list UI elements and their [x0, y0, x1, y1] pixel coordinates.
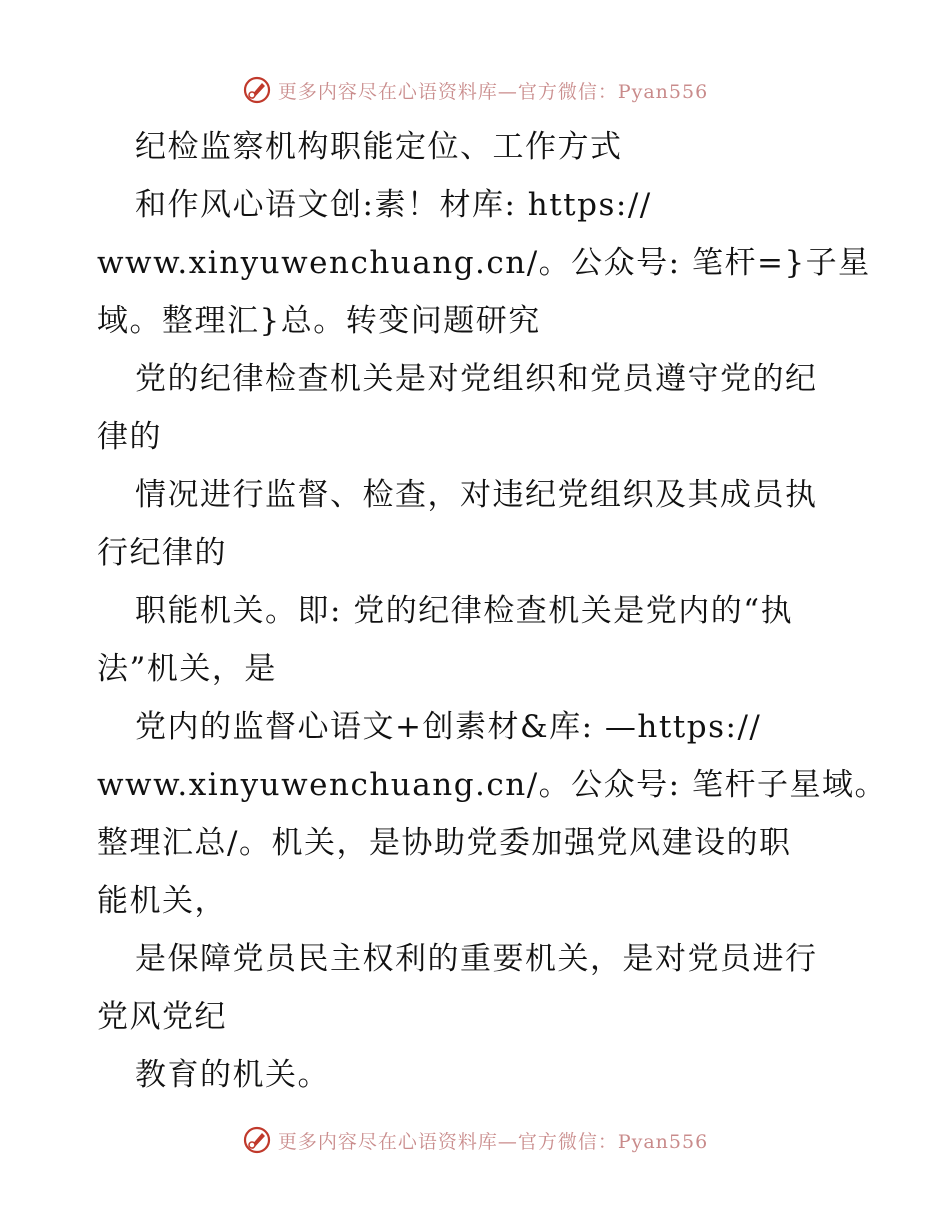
doc-line: 党的纪律检查机关是对党组织和党员遵守党的纪 — [135, 361, 818, 397]
doc-line: 纪检监察机构职能定位、工作方式 — [135, 129, 623, 165]
doc-line: 域。整理汇}总。转变问题研究 — [97, 303, 541, 339]
footer-banner-text: 更多内容尽在心语资料库—官方微信：Pyan556 — [277, 1130, 709, 1153]
doc-line: 整理汇总/。机关，是协助党委加强党风建设的职 — [97, 825, 792, 861]
document-body — [97, 118, 887, 1104]
pen-seal-icon — [242, 75, 272, 105]
doc-line: 职能机关。即: 党的纪律检查机关是党内的“执 — [135, 593, 794, 629]
pen-seal-icon — [242, 1125, 272, 1155]
doc-line: 律的 — [97, 419, 162, 455]
doc-line: 党内的监督心语文+创素材&库: —https:// — [135, 709, 762, 745]
doc-line: www.xinyuwenchuang.cn/。公众号: 笔杆=}子星 — [97, 245, 871, 281]
header-banner-text: 更多内容尽在心语资料库—官方微信：Pyan556 — [277, 80, 709, 103]
footer-banner — [0, 1120, 950, 1160]
doc-line: 是保障党员民主权利的重要机关，是对党员进行 — [135, 941, 818, 977]
doc-line: www.xinyuwenchuang.cn/。公众号: 笔杆子星域。 — [97, 767, 887, 803]
doc-line: 教育的机关。 — [135, 1057, 330, 1093]
doc-line: 能机关， — [97, 883, 227, 919]
doc-line: 法”机关，是 — [97, 651, 277, 687]
doc-line: 行纪律的 — [97, 535, 227, 571]
header-banner — [0, 70, 950, 110]
doc-line: 情况进行监督、检查，对违纪党组织及其成员执 — [135, 477, 818, 513]
doc-line: 和作风心语文创:素！材库: https:// — [135, 187, 652, 223]
doc-line: 党风党纪 — [97, 999, 227, 1035]
